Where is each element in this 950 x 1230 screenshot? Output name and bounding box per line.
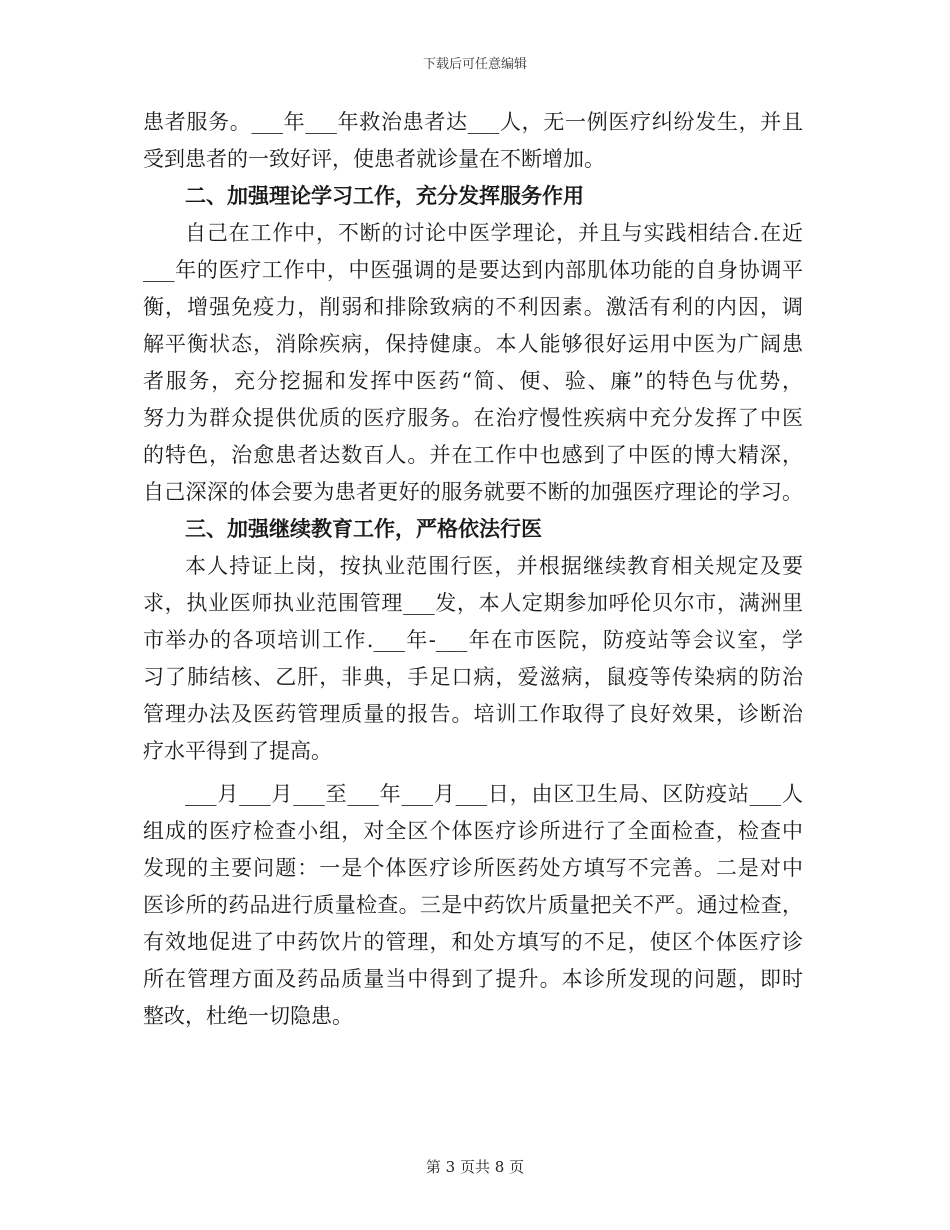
page-header: 下载后可任意编辑 xyxy=(422,57,527,72)
text-line: 自己深深的体会要为患者更好的服务就要不断的加强医疗理论的学习。 xyxy=(143,480,803,504)
text-line: 整改，杜绝一切隐患。 xyxy=(143,1004,353,1028)
text-line: 解平衡状态，消除疾病，保持健康。本人能够很好运用中医为广阔患 xyxy=(143,332,803,356)
text-line: 的特色，治愈患者达数百人。并在工作中也感到了中医的博大精深， xyxy=(143,443,803,467)
text-line: 求，执业医师执业范围管理___发，本人定期参加呼伦贝尔市，满洲里 xyxy=(143,591,803,615)
text-line: 努力为群众提供优质的医疗服务。在治疗慢性疾病中充分发挥了中医 xyxy=(143,406,803,430)
text-line: 自己在工作中，不断的讨论中医学理论，并且与实践相结合.在近 xyxy=(185,221,803,245)
text-line: ___月___月___至___年___月___日，由区卫生局、区防疫站___人 xyxy=(185,782,803,806)
text-line: ___年的医疗工作中，中医强调的是要达到内部肌体功能的自身协调平 xyxy=(143,258,803,282)
text-line: 衡，增强免疫力，削弱和排除致病的不利因素。激活有利的内因，调 xyxy=(143,295,803,319)
text-line: 管理办法及医药管理质量的报告。培训工作取得了良好效果，诊断治 xyxy=(143,702,803,726)
text-line: 组成的医疗检查小组，对全区个体医疗诊所进行了全面检查，检查中 xyxy=(143,819,803,843)
text-line: 发现的主要问题：一是个体医疗诊所医药处方填写不完善。二是对中 xyxy=(143,856,803,880)
text-line: 市举办的各项培训工作.___年-___年在市医院，防疫站等会议室，学 xyxy=(143,628,803,652)
text-line: 本人持证上岗，按执业范围行医，并根据继续教育相关规定及要 xyxy=(185,554,803,578)
text-line: 患者服务。___年___年救治患者达___人，无一例医疗纠纷发生，并且 xyxy=(143,110,803,134)
text-line: 者服务，充分挖掘和发挥中医药“简、便、验、廉”的特色与优势， xyxy=(143,369,803,393)
document-body xyxy=(143,104,803,1035)
text-line: 有效地促进了中药饮片的管理，和处方填写的不足，使区个体医疗诊 xyxy=(143,930,803,954)
text-line: 医诊所的药品进行质量检查。三是中药饮片质量把关不严。通过检查， xyxy=(143,893,803,917)
text-line: 受到患者的一致好评，使患者就诊量在不断增加。 xyxy=(143,147,605,171)
section-heading: 三、加强继续教育工作，严格依法行医 xyxy=(185,517,542,541)
section-heading: 二、加强理论学习工作，充分发挥服务作用 xyxy=(185,184,584,208)
text-line: 习了肺结核、乙肝，非典，手足口病，爱滋病，鼠疫等传染病的防治 xyxy=(143,665,803,689)
text-line: 所在管理方面及药品质量当中得到了提升。本诊所发现的问题，即时 xyxy=(143,967,803,991)
text-line: 疗水平得到了提高。 xyxy=(143,739,332,763)
page-footer: 第 3 页共 8 页 xyxy=(425,1158,525,1176)
